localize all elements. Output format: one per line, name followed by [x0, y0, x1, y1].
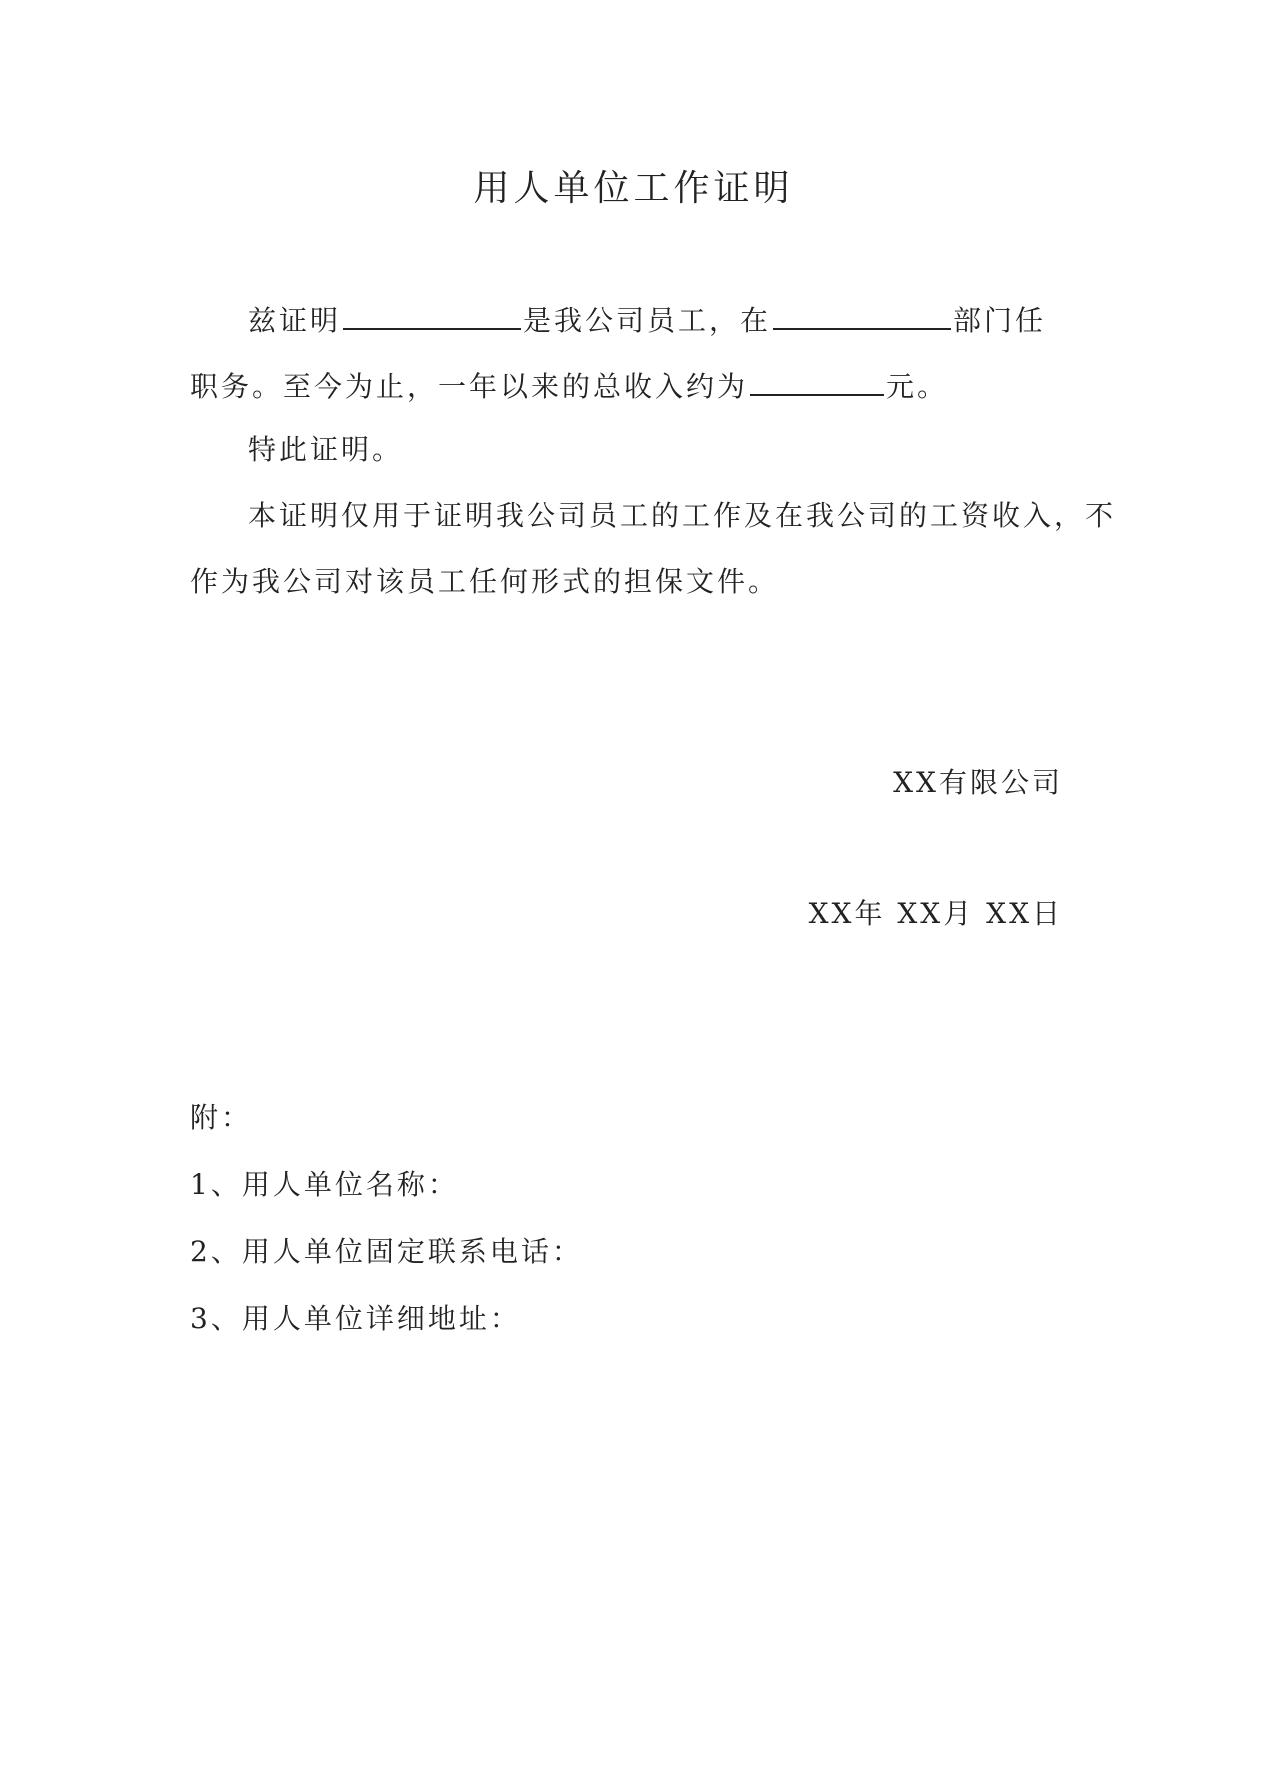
appendix-item-company-name: 1、用人单位名称： — [190, 1168, 459, 1201]
certify-middle: 是我公司员工，在 — [523, 304, 772, 337]
document-title: 用人单位工作证明 — [473, 168, 794, 209]
income-suffix: 元。 — [886, 370, 949, 403]
company-name: XX有限公司 — [893, 766, 1063, 799]
certification-line-2 — [190, 364, 948, 407]
appendix-item-company-address: 3、用人单位详细地址： — [190, 1302, 521, 1335]
disclaimer-line-1: 本证明仅用于证明我公司员工的工作及在我公司的工资收入，不 — [248, 499, 1117, 532]
certification-statement: 特此证明。 — [248, 433, 404, 466]
certify-prefix: 兹证明 — [248, 304, 342, 337]
certification-line-1 — [248, 298, 1046, 341]
department-blank[interactable] — [773, 298, 951, 330]
income-prefix: 职务。至今为止，一年以来的总收入约为 — [190, 370, 749, 403]
disclaimer-line-2: 作为我公司对该员工任何形式的担保文件。 — [190, 565, 780, 598]
certify-suffix: 部门任 — [953, 304, 1047, 337]
employee-name-blank[interactable] — [343, 298, 521, 330]
income-amount-blank[interactable] — [750, 364, 884, 396]
issue-date: XX年 XX月 XX日 — [808, 897, 1063, 930]
appendix-item-company-phone: 2、用人单位固定联系电话： — [190, 1235, 583, 1268]
appendix-heading: 附： — [190, 1101, 253, 1134]
